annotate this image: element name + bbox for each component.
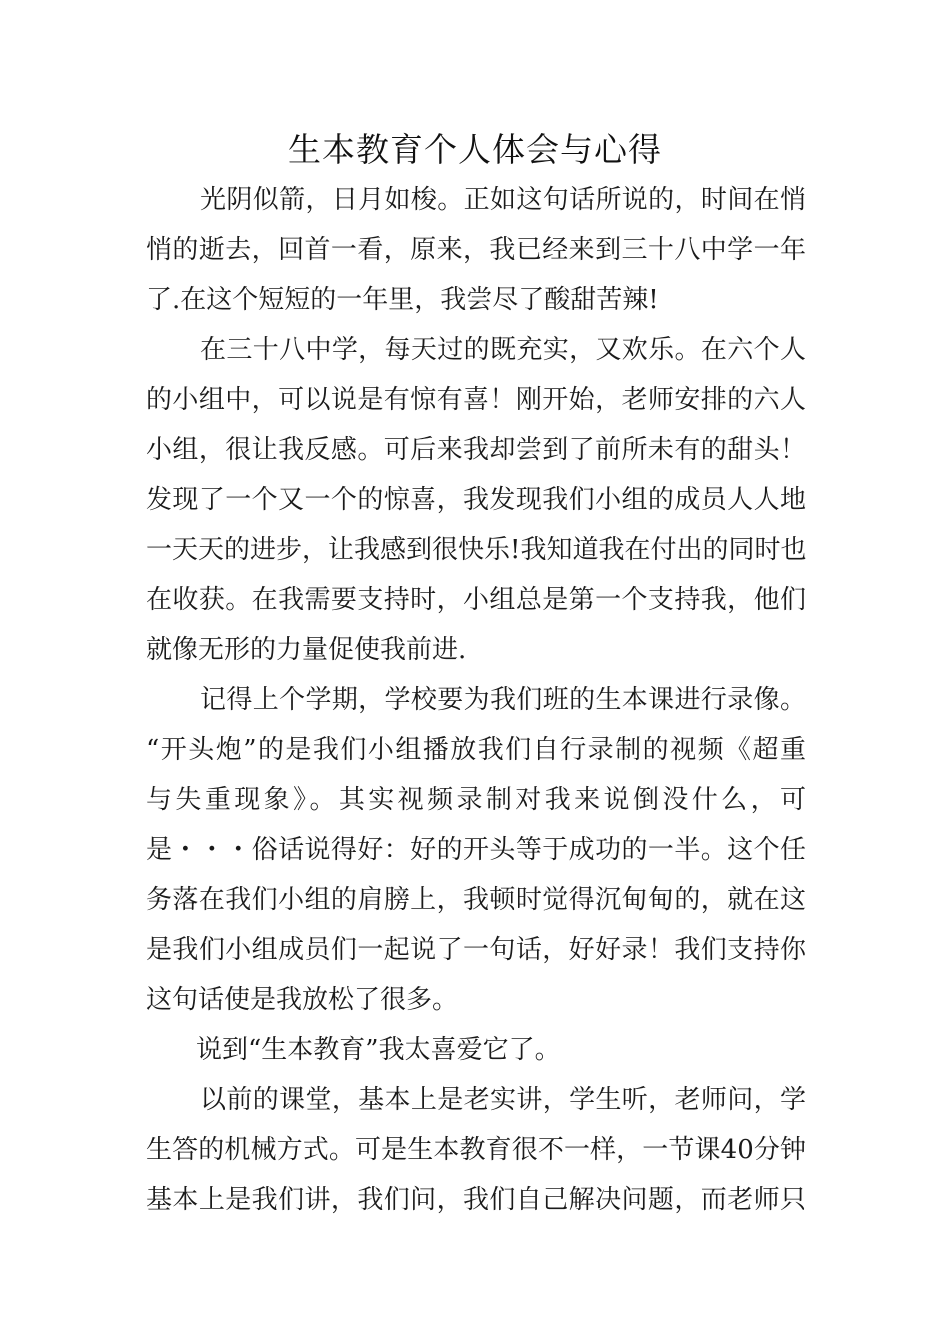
text-line: “开头炮”的是我们小组播放我们自行录制的视频《超重 bbox=[146, 735, 806, 765]
text-line: 在三十八中学，每天过的既充实，又欢乐。在六个人 bbox=[200, 335, 806, 365]
text-line: 说到“生本教育”我太喜爱它了。 bbox=[196, 1035, 561, 1065]
text-line: 以前的课堂，基本上是老实讲，学生听，老师问，学 bbox=[200, 1085, 806, 1115]
text-line: 的小组中，可以说是有惊有喜！刚开始，老师安排的六人 bbox=[146, 385, 806, 415]
text-line: 小组，很让我反感。可后来我却尝到了前所未有的甜头！ bbox=[146, 435, 806, 465]
text-line: 是・・・俗话说得好：好的开头等于成功的一半。这个任 bbox=[146, 835, 806, 865]
text-line: 这句话使是我放松了很多。 bbox=[146, 985, 459, 1015]
text-line: 是我们小组成员们一起说了一句话，好好录！我们支持你 bbox=[146, 935, 806, 965]
text-line: 就像无形的力量促使我前进. bbox=[146, 635, 467, 665]
text-line: 生答的机械方式。可是生本教育很不一样，一节课40分钟 bbox=[146, 1135, 806, 1165]
text-line: 记得上个学期，学校要为我们班的生本课进行录像。 bbox=[200, 685, 806, 715]
text-line: 发现了一个又一个的惊喜，我发现我们小组的成员人人地 bbox=[146, 485, 806, 515]
document-title: 生本教育个人体会与心得 bbox=[288, 130, 662, 169]
text-line: 与失重现象》。其实视频录制对我来说倒没什么，可 bbox=[146, 785, 806, 815]
text-line: 光阴似箭，日月如梭。正如这句话所说的，时间在悄 bbox=[200, 185, 806, 215]
document-body bbox=[146, 175, 806, 1225]
text-line: 务落在我们小组的肩膀上，我顿时觉得沉甸甸的，就在这 bbox=[146, 885, 806, 915]
text-line: 了.在这个短短的一年里，我尝尽了酸甜苦辣! bbox=[146, 285, 659, 315]
text-line: 一天天的进步，让我感到很快乐!我知道我在付出的同时也 bbox=[146, 535, 807, 565]
text-line: 基本上是我们讲，我们问，我们自己解决问题，而老师只 bbox=[146, 1185, 806, 1215]
text-line: 在收获。在我需要支持时，小组总是第一个支持我，他们 bbox=[146, 585, 806, 615]
text-line: 悄的逝去，回首一看，原来，我已经来到三十八中学一年 bbox=[146, 235, 806, 265]
